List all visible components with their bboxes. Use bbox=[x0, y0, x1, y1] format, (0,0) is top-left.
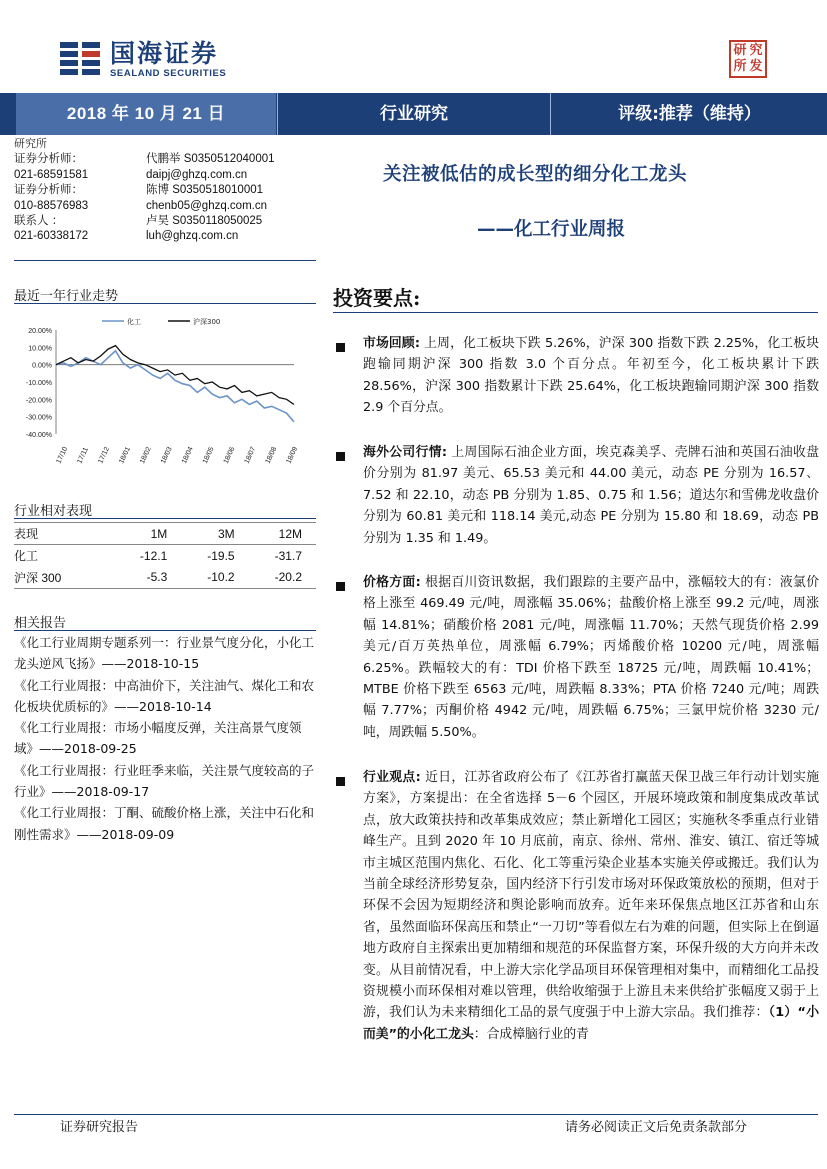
sealand-logo-icon bbox=[58, 38, 102, 80]
x-tick-label: 17/10 bbox=[55, 445, 70, 465]
x-tick-label: 18/05 bbox=[201, 445, 216, 465]
analyst-row bbox=[14, 229, 314, 244]
x-tick-label: 18/09 bbox=[285, 445, 300, 465]
logo-chinese-name: 国海证券 bbox=[110, 38, 219, 68]
company-logo bbox=[58, 38, 226, 80]
analyst-label: 证券分析师： bbox=[14, 153, 83, 166]
paragraph-body: ：合成樟脑行业的青 bbox=[473, 1026, 589, 1042]
analyst-email: daipj@ghzq.com.cn bbox=[146, 168, 248, 181]
paragraph-heading: 市场回顾: bbox=[363, 336, 420, 351]
related-report-link[interactable]: 《化工行业周报：市场小幅度反弹，关注高景气度领域》——2018-09-25 bbox=[14, 720, 302, 757]
related-report-link[interactable]: 《化工行业周报：中高油价下，关注油气、煤化工和农化板块优质标的》——2018-10-14 bbox=[14, 677, 315, 714]
contact-email: luh@ghzq.com.cn bbox=[146, 230, 239, 243]
table-row bbox=[14, 545, 316, 567]
contact-label: 联系人 ： bbox=[14, 214, 64, 227]
divider bbox=[14, 518, 316, 519]
y-tick-label: 20.00% bbox=[28, 328, 52, 335]
analyst-email: chenb05@ghzq.com.cn bbox=[146, 199, 267, 212]
relative-section-title: 行业相对表现 bbox=[14, 504, 93, 519]
divider bbox=[14, 260, 316, 261]
divider bbox=[14, 630, 316, 631]
table-cell: -19.5 bbox=[207, 548, 235, 563]
footer-disclaimer: 请务必阅读正文后免责条款部分 bbox=[565, 1120, 748, 1135]
contact-value: 卢昊 S0350118050025 bbox=[146, 214, 263, 227]
paragraph-body: 近日，江苏省政府公布了《江苏省打赢蓝天保卫战三年行动计划实施方案》，方案提出：在全省选择 5－6 个园区，开展环境政策和制度集成改革试点，放大政策扶持和改革集成效应；禁止新增化工园区；实施秋冬季重点行业错峰生产。且到 2020 年 10 月底前，南京、徐州、常州、淮安、镇江、宿迁等城市主城区范围内焦化、石化、化工等重污染企业基本实施关停或搬迁。我们认为当前全球经济形势复杂，国内经济下行引发市场对环保政策放松的预期，但对于环保不会因为短期经济和舆论影响而放弃。近年来环保焦点地区江苏省和山东省，虽然面临环保高压和禁止“一刀切”等看似左右为难的问题，但实际上在倒逼地方政府自主探索出更加精细和规范的环保监督方案，环保升级的大方向并未改变。从目前情况看，中上游大宗化学品项目环保管理相对集中，而精细化工品投资规模小而环保相对难以管理，供给收缩强于上游且未来供给扩张幅度又弱于上游，我们认为未来精细化工品的景气度强于中上游大宗品。我们推荐： bbox=[363, 770, 819, 1021]
y-tick-label: -10.00% bbox=[25, 380, 52, 387]
analyst-row bbox=[14, 199, 314, 214]
bullet-icon bbox=[336, 777, 345, 786]
analyst-phone: 010-88576983 bbox=[14, 199, 89, 212]
y-tick-label: -30.00% bbox=[25, 414, 52, 422]
report-date: 2018 年 10 月 21 日 bbox=[16, 93, 276, 135]
table-cell: -10.2 bbox=[181, 567, 248, 589]
bullet-icon bbox=[336, 582, 345, 591]
x-tick-label: 17/12 bbox=[97, 445, 112, 465]
paragraph-heading: 价格方面: bbox=[363, 575, 421, 590]
seal-char: 所 bbox=[733, 59, 747, 74]
x-tick-label: 18/08 bbox=[264, 445, 279, 465]
paragraph-body: 根据百川资讯数据，我们跟踪的主要产品中，涨幅较大的有：液氯价格上涨至 469.49 元/吨，周涨幅 35.06%；盐酸价格上涨至 99.2 元/吨，周涨幅 14.81%；硝酸价格 2081 元/吨，周涨幅 11.70%；天然气现货价格 2.99 美元/百万英热单位，周涨幅 6.79%；丙烯酸价格 10200 元/吨，周涨幅 6.25%。跌幅较大的有：TDI 价格下跌至 18725 元/吨，周跌幅 10.41%；MTBE 价格下跌至 6563 元/吨，周跌幅 8.33%；PTA 价格 7240 元/吨；周跌幅 7.77%；丙酮价格 4942 元/吨，周跌幅 6.75%；三氯甲烷价格 3230 元/吨，周跌幅 5.50%。 bbox=[363, 575, 819, 740]
table-cell: 化工 bbox=[14, 549, 39, 564]
paragraph-heading: 行业观点: bbox=[363, 770, 421, 785]
series-line-hs300 bbox=[56, 346, 294, 405]
trend-chart bbox=[14, 308, 316, 468]
header-bar bbox=[0, 93, 827, 135]
industry-view-paragraph bbox=[363, 767, 819, 1045]
x-tick-label: 18/03 bbox=[160, 445, 174, 465]
related-section-title: 相关报告 bbox=[14, 616, 67, 631]
bullet-icon bbox=[336, 452, 345, 461]
divider bbox=[333, 312, 818, 313]
table-header: 表现 bbox=[14, 523, 114, 545]
legend-label: 沪深300 bbox=[193, 318, 221, 326]
paragraph-heading: 海外公司行情: bbox=[363, 445, 447, 460]
key-points-title: 投资要点: bbox=[333, 286, 421, 310]
x-tick-label: 18/01 bbox=[118, 445, 132, 465]
analyst-row bbox=[14, 183, 314, 198]
x-tick-label: 18/02 bbox=[139, 445, 153, 465]
paragraph-body: 上周国际石油企业方面，埃克森美孚、壳牌石油和英国石油收盘价分别为 81.97 美元、65.53 美元和 44.00 美元，动态 PE 分别为 16.57、7.52 和 22.10，动态 PB 分别为 1.85、0.75 和 1.56；道达尔和雪佛龙收盘价分别为 60.81 美元和 118.14 美元,动态 PE 分别为 15.80 和 18.69，动态 PB 分别为 1.35 和 1.49。 bbox=[363, 445, 819, 546]
research-org: 研究所 bbox=[14, 138, 47, 150]
paragraph-body: 上周，化工板块下跌 5.26%，沪深 300 指数下跌 2.25%，化工板块跑输同期沪深 300 指数 3.0 个百分点。年初至今，化工板块累计下跌 28.56%，沪深 300 指数累计下跌 25.64%，化工板块跑输同期沪深 300 指数 2.9 个百分点。 bbox=[363, 336, 819, 416]
analyst-row bbox=[14, 152, 314, 167]
y-tick-label: -40.00% bbox=[25, 432, 52, 439]
table-header: 3M bbox=[181, 523, 248, 545]
table-header: 1M bbox=[114, 523, 181, 545]
report-subtitle: ——化工行业周报 bbox=[477, 219, 626, 240]
table-cell: 沪深 300 bbox=[14, 567, 114, 589]
x-tick-label: 17/11 bbox=[76, 446, 90, 465]
table-cell: -20.2 bbox=[249, 567, 316, 589]
related-report-link[interactable]: 《化工行业周期专题系列一：行业景气度分化，小化工龙头逆风飞扬》——2018-10-15 bbox=[14, 635, 315, 672]
related-report-link[interactable]: 《化工行业周报：行业旺季来临，关注景气度较高的子行业》——2018-09-17 bbox=[14, 762, 315, 800]
relative-performance-table bbox=[14, 522, 316, 589]
trend-chart-svg bbox=[14, 308, 316, 468]
recommendation-highlight: （1）“小而美”的小化工龙头 bbox=[363, 1005, 819, 1042]
x-tick-label: 18/06 bbox=[222, 445, 237, 465]
report-type: 行业研究 bbox=[277, 93, 551, 135]
table-header-row bbox=[14, 523, 316, 545]
overseas-companies-paragraph bbox=[363, 442, 819, 549]
analyst-row bbox=[14, 168, 314, 183]
trend-section-title: 最近一年行业走势 bbox=[14, 289, 119, 304]
related-reports-list bbox=[14, 632, 316, 845]
analyst-phone: 021-68591581 bbox=[14, 168, 89, 181]
legend-label: 化工 bbox=[127, 318, 141, 326]
analyst-value: 代鹏举 S0350512040001 bbox=[146, 153, 275, 166]
contact-phone: 021-60338172 bbox=[14, 230, 89, 243]
analyst-block bbox=[14, 137, 314, 245]
table-header: 12M bbox=[249, 523, 316, 545]
market-review-paragraph bbox=[363, 333, 819, 419]
analyst-label: 证券分析师： bbox=[14, 184, 83, 197]
related-report-link[interactable]: 《化工行业周报：丁酮、硫酸价格上涨，关注中石化和刚性需求》——2018-09-09 bbox=[14, 805, 315, 842]
report-title: 关注被低估的成长型的细分化工龙头 bbox=[383, 164, 688, 185]
table-cell: -12.1 bbox=[139, 548, 168, 563]
seal-char: 研 bbox=[733, 43, 747, 58]
y-tick-label: 0.00% bbox=[32, 362, 52, 370]
footer-divider bbox=[14, 1114, 818, 1115]
research-seal-stamp bbox=[729, 40, 767, 78]
analyst-value: 陈博 S0350518010001 bbox=[146, 184, 264, 197]
table-cell: -5.3 bbox=[114, 567, 181, 589]
seal-char: 究 bbox=[749, 43, 763, 58]
y-tick-label: 10.00% bbox=[28, 345, 52, 353]
table-cell: -31.7 bbox=[274, 548, 302, 563]
rating: 评级:推荐（维持） bbox=[618, 104, 761, 124]
y-tick-label: -20.00% bbox=[25, 397, 52, 405]
price-paragraph bbox=[363, 572, 819, 743]
bullet-icon bbox=[336, 343, 345, 352]
x-tick-label: 18/04 bbox=[180, 445, 195, 465]
x-tick-label: 18/07 bbox=[243, 445, 258, 465]
table-row bbox=[14, 567, 316, 589]
analyst-row bbox=[14, 214, 314, 229]
footer-label: 证券研究报告 bbox=[60, 1120, 139, 1135]
seal-char: 发 bbox=[749, 59, 763, 74]
logo-english-name: SEALAND SECURITIES bbox=[110, 67, 227, 79]
divider bbox=[14, 303, 316, 304]
